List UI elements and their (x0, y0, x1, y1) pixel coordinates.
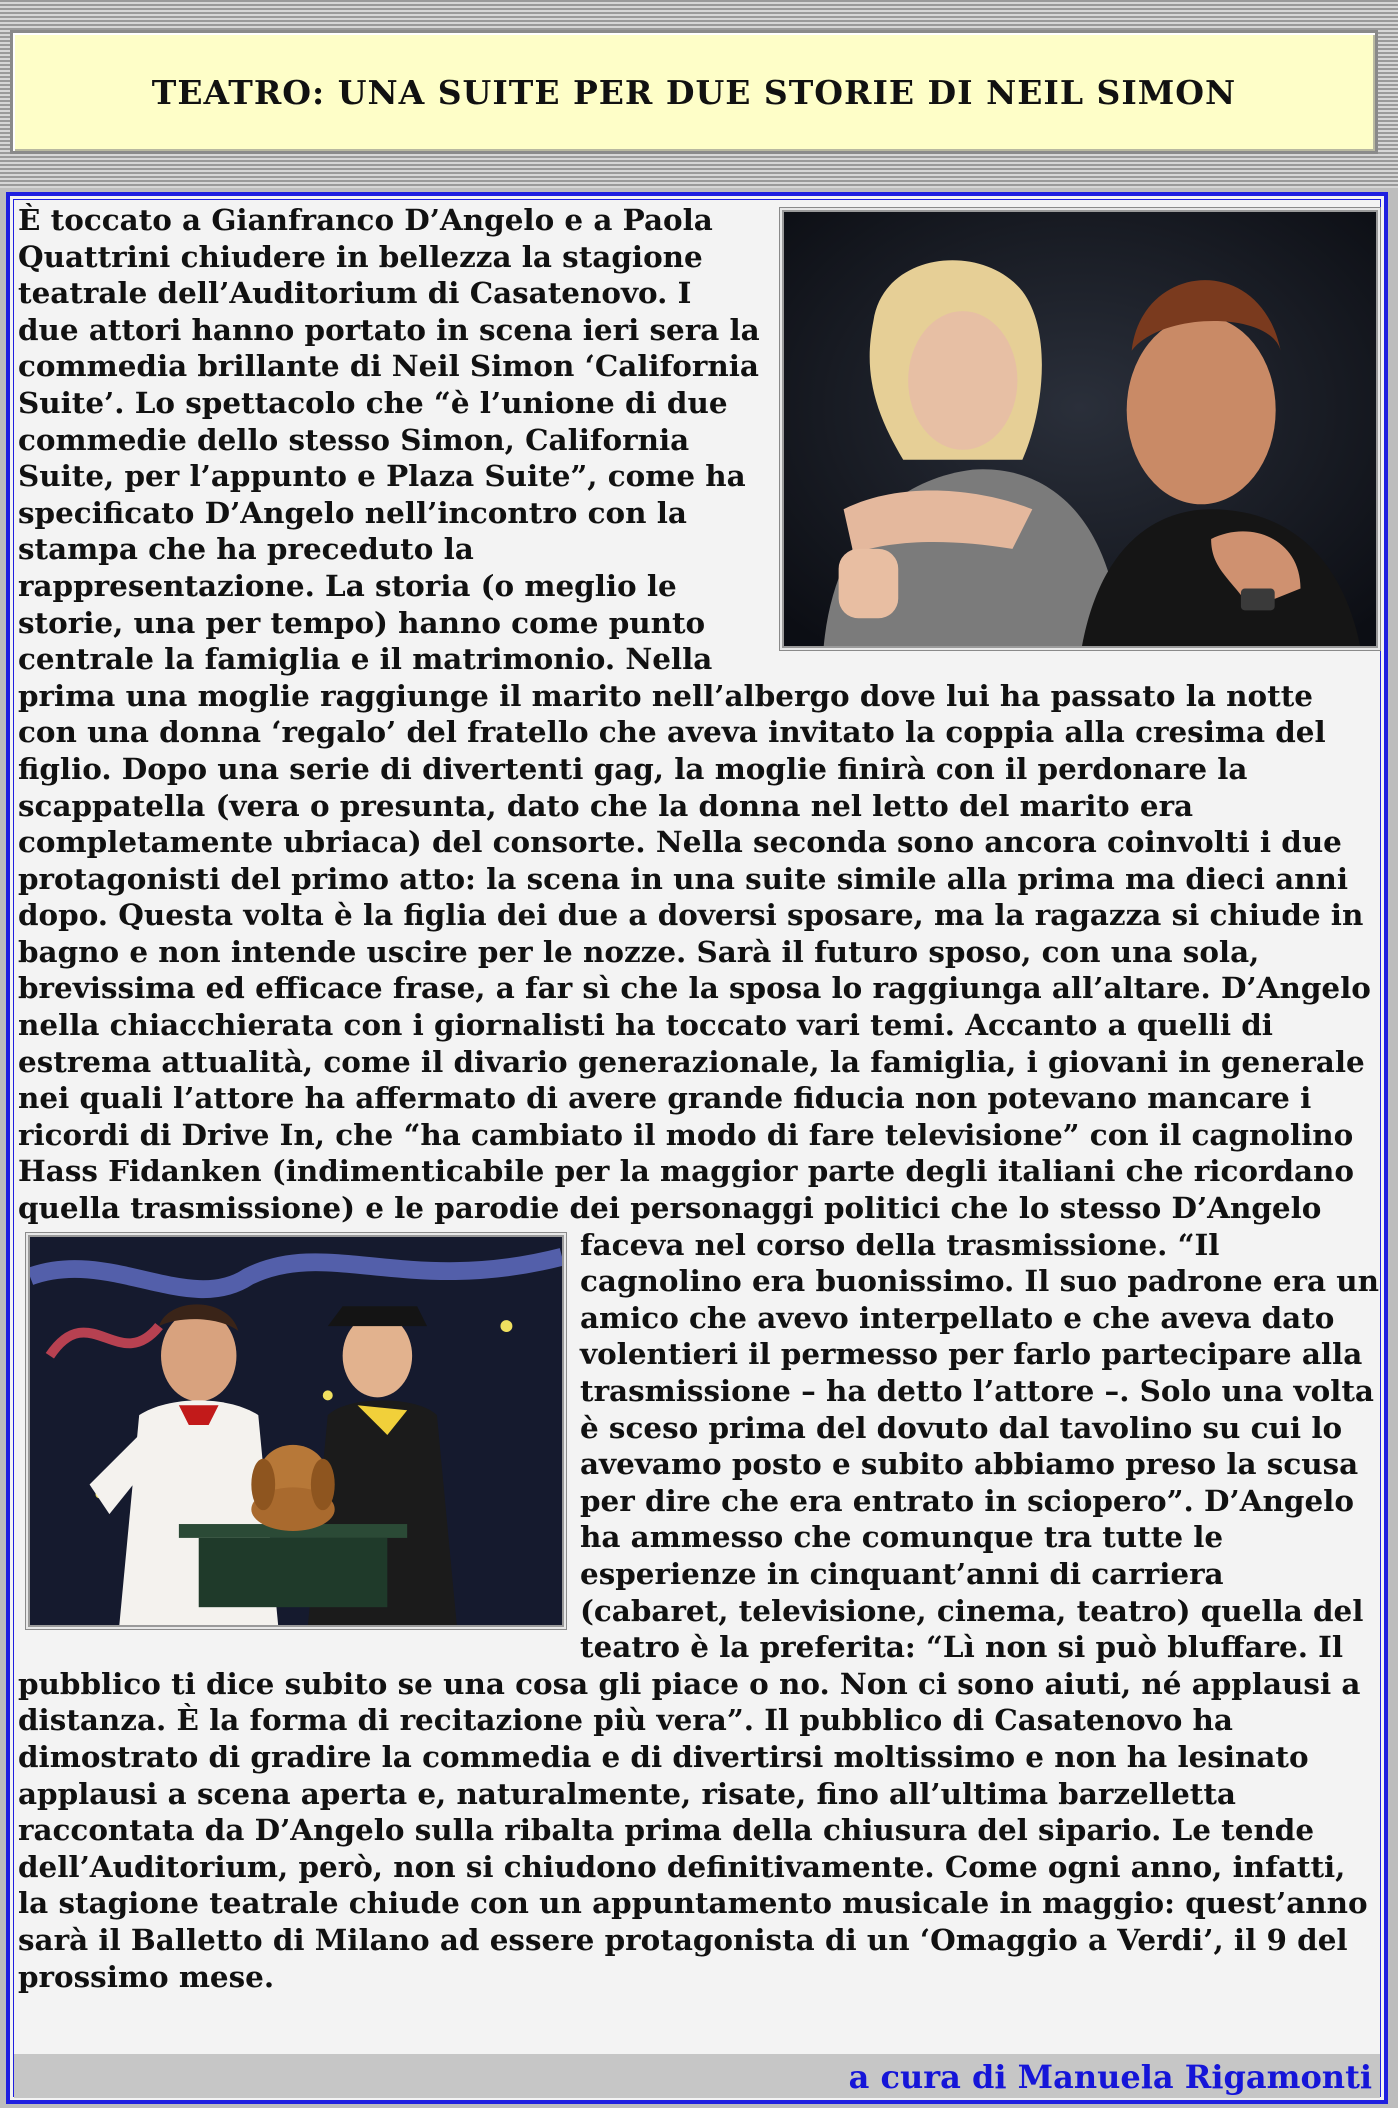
article-text: È toccato a Gianfranco D’Angelo e a Paola Quattrini chiudere in bellezza la stagione teatrale dell’Auditorium di Casatenovo. I due attori hanno portato in scena ieri sera la commedia brillante di Neil Simon ‘California Suite’. Lo spettacolo che “è l’unione di due commedie dello stesso Simon, California Suite, per l’appunto e Plaza Suite”, come ha specificato D’Angelo nell’incontro con la stampa che ha preceduto la rappresentazione. La storia (o meglio le storie, una per tempo) hanno come punto centrale la famiglia e il matrimonio. Nella prima una moglie raggiunge il marito nell’albergo dove lui ha passato la notte con una donna ‘regalo’ del fratello che aveva invitato la coppia alla cresima del figlio. Dopo una serie di divertenti gag, la moglie finirà con il perdonare la scappatella (vera o presunta, dato che la donna nel letto del marito era completamente ubriaca) del consorte. Nella seconda sono ancora coinvolti i due protagonisti del primo atto: la scena in una suite simile alla prima ma dieci anni dopo. Questa volta è la figlia dei due a doversi sposare, ma la ragazza si chiude in bagno e non intende uscire per le nozze. Sarà il futuro sposo, con una sola, brevissima ed efficace frase, a far sì che la sposa lo raggiunga all’altare. D’Angelo nella chiacchierata con i giornalisti ha toccato vari temi. Accanto a quelli di estrema attualità, come il divario generazionale, la famiglia, i giovani in generale nei quali l’attore ha affermato di avere grande fiducia non potevano mancare i ricordi di Drive In, che “ha cambiato il modo di fare televisione” con il cagnolino Hass Fidanken (indimenticabile per la maggior parte degli italiani che ricordano quella trasmissione) e le parodie dei personaggi politici che lo stesso D’Angelo faceva nel corso della trasmissione. “Il cagnolino era buonissimo. Il suo padrone era un amico che avevo interpellato e che aveva dato volentieri il permesso per farlo partecipare alla trasmissione – ha detto l’attore –. Solo una volta è sceso prima del dovuto dal tavolino su cui lo avevamo posto e subito abbiamo preso la scusa per dire che era entrato in sciopero”. D’Angelo ha ammesso che comunque tra tutte le esperienze in cinquant’anni di carriera (cabaret, televisione, cinema, teatro) quella del teatro è la preferita: “Lì non si può bluffare. Il pubblico ti dice subito se una cosa gli piace o no. Non ci sono aiuti, né applausi a distanza. È la forma di recitazione più vera”. Il pubblico di Casatenovo ha dimostrato di gradire la commedia e di divertirsi moltissimo e non ha lesinato applausi a scena aperta e, naturalmente, risate, fino all’ultima barzelletta raccontata da D’Angelo sulla ribalta prima della chiusura del sipario. Le tende dell’Auditorium, però, non si chiudono definitivamente. Come ogni anno, infatti, la stagione teatrale chiude con un appuntamento musicale in maggio: quest’anno sarà il Balletto di Milano ad essere protagonista di un ‘Omaggio a Verdi’, il 9 del prossimo mese. (18, 202, 1380, 1994)
title-box (10, 30, 1378, 154)
article-box (6, 192, 1388, 2104)
actors-portrait-photo (782, 210, 1378, 648)
drive-in-photo (28, 1235, 564, 1627)
actors-portrait-image (784, 212, 1376, 646)
byline-bar (14, 2054, 1380, 2098)
drive-in-image (30, 1237, 562, 1625)
byline: a cura di Manuela Rigamonti (848, 2058, 1372, 2096)
page-title: TEATRO: UNA SUITE PER DUE STORIE DI NEIL SIMON (151, 73, 1237, 112)
article-body (18, 202, 1382, 1995)
header-frame (0, 0, 1398, 188)
